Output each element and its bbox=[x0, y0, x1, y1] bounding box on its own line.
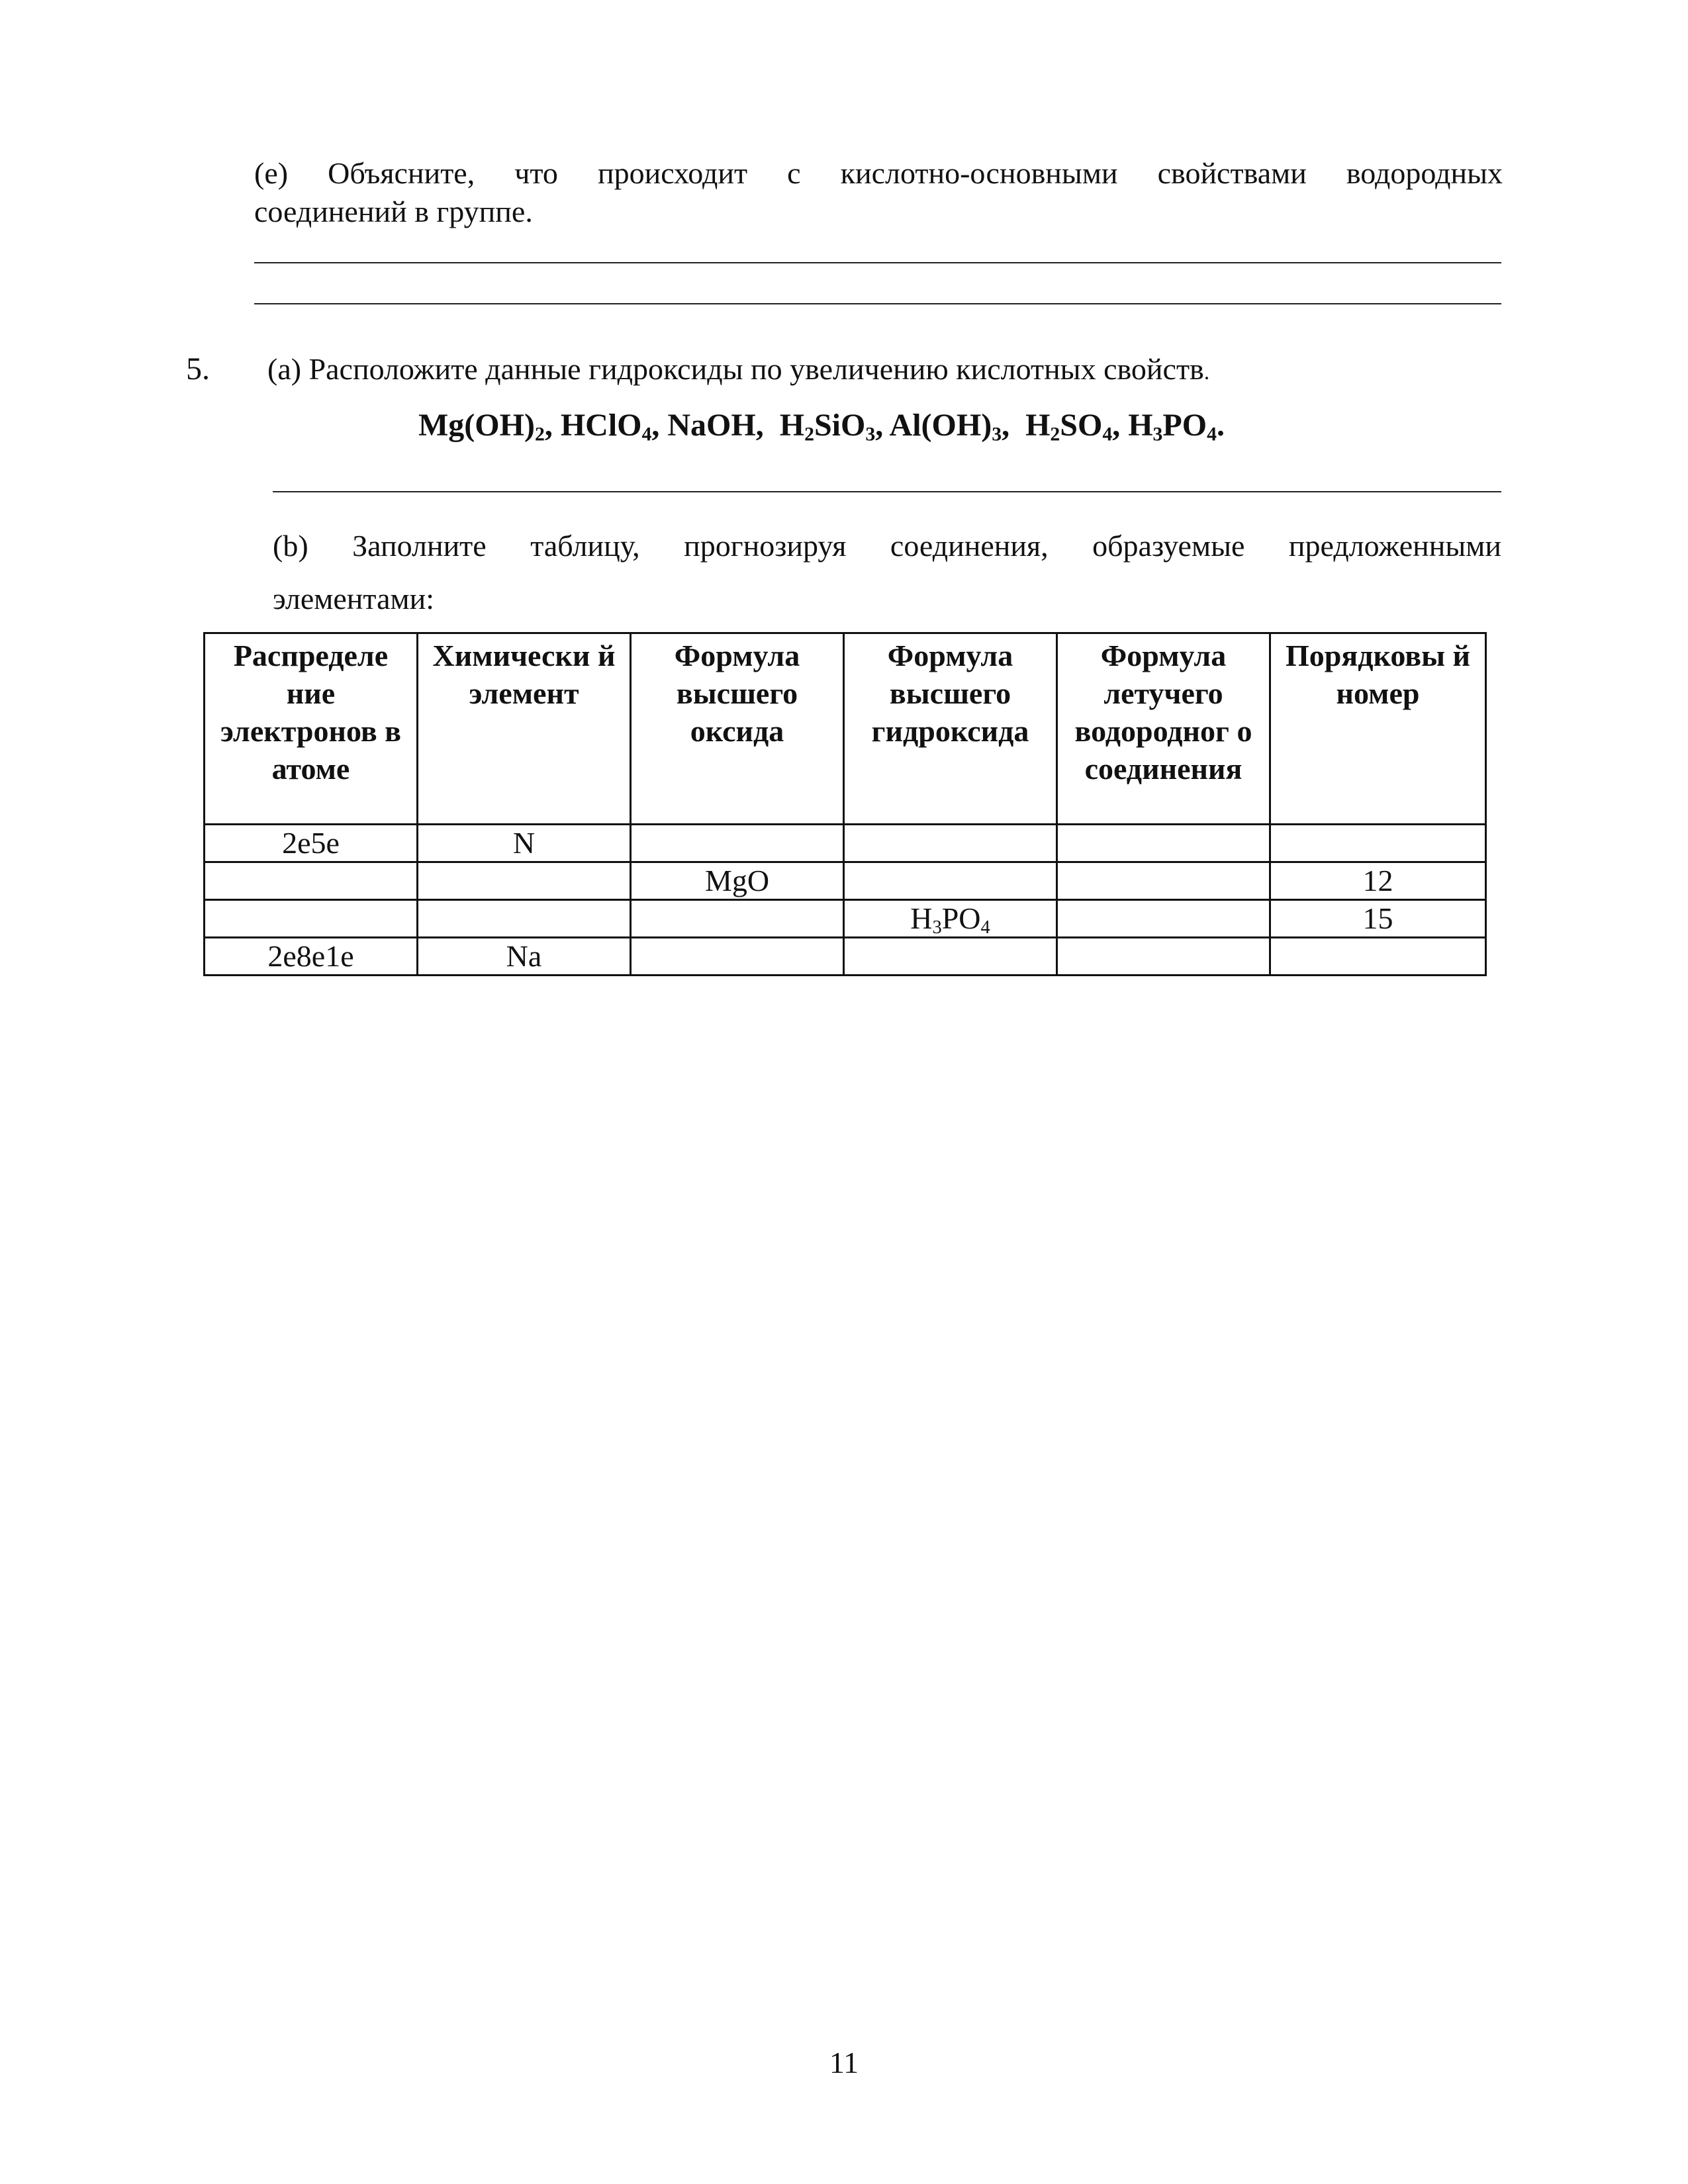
cell-element[interactable]: Na bbox=[418, 938, 631, 976]
cell-atomic-number[interactable]: 12 bbox=[1270, 862, 1486, 900]
table-header-row bbox=[205, 633, 1486, 825]
header-chemical-element: Химически й элемент bbox=[418, 633, 631, 825]
question-e bbox=[254, 154, 1503, 231]
cell-distribution[interactable]: 2е8е1е bbox=[205, 938, 418, 976]
answer-line[interactable] bbox=[254, 262, 1501, 263]
question-5b-line-2: элементами: bbox=[273, 582, 435, 615]
cell-hydroxide[interactable]: $H_3PO_4$ bbox=[844, 900, 1057, 938]
header-higher-hydroxide: Формула высшего гидроксида bbox=[844, 633, 1057, 825]
header-atomic-number: Порядковы й номер bbox=[1270, 633, 1486, 825]
formula-h2sio3: $H_2SiO_3$, bbox=[779, 408, 890, 445]
cell-distribution[interactable]: 2е5е bbox=[205, 825, 418, 862]
cell-atomic-number[interactable] bbox=[1270, 825, 1486, 862]
cell-element[interactable] bbox=[418, 862, 631, 900]
hydroxide-formula-list bbox=[418, 406, 1225, 445]
element-table bbox=[203, 632, 1487, 976]
question-5b-line-1: (b) Заполните таблицу, прогнозируя соединения, образуемые предложенными bbox=[273, 529, 1501, 563]
table-row bbox=[205, 938, 1486, 976]
question-e-line-1: (e) Объясните, что происходит с кислотно-основными свойствами водородных bbox=[254, 156, 1503, 190]
page-number: 11 bbox=[829, 2046, 859, 2079]
cell-distribution[interactable] bbox=[205, 862, 418, 900]
cell-oxide[interactable] bbox=[631, 825, 844, 862]
question-e-line-2: соединений в группе. bbox=[254, 195, 533, 228]
cell-hydrogen-compound[interactable] bbox=[1057, 938, 1270, 976]
cell-hydrogen-compound[interactable] bbox=[1057, 862, 1270, 900]
cell-hydrogen-compound[interactable] bbox=[1057, 900, 1270, 938]
question-5a-text bbox=[267, 351, 1209, 391]
cell-oxide[interactable] bbox=[631, 938, 844, 976]
header-electron-distribution: Распределе ние электронов в атоме bbox=[205, 633, 418, 825]
header-volatile-hydrogen-compound: Формула летучего водородног о соединения bbox=[1057, 633, 1270, 825]
cell-hydroxide[interactable] bbox=[844, 825, 1057, 862]
cell-atomic-number[interactable] bbox=[1270, 938, 1486, 976]
formula-hclo4: HClO$_4$, bbox=[560, 408, 668, 445]
formula-h3po4: $H_3PO_4$. bbox=[1128, 408, 1225, 445]
cell-hydrogen-compound[interactable] bbox=[1057, 825, 1270, 862]
question-5a-period: . bbox=[1203, 360, 1210, 385]
answer-line[interactable] bbox=[273, 491, 1501, 492]
header-higher-oxide: Формула высшего оксида bbox=[631, 633, 844, 825]
formula-naoh: NaOH, bbox=[667, 408, 780, 443]
question-5a-label: (a) Расположите данные гидроксиды по увеличению кислотных свойств bbox=[267, 352, 1204, 386]
cell-element[interactable]: N bbox=[418, 825, 631, 862]
cell-hydroxide[interactable] bbox=[844, 938, 1057, 976]
cell-atomic-number[interactable]: 15 bbox=[1270, 900, 1486, 938]
table-row bbox=[205, 825, 1486, 862]
table-row bbox=[205, 900, 1486, 938]
formula-al-oh-3: $Al(OH)_3$, bbox=[889, 408, 1026, 445]
cell-element[interactable] bbox=[418, 900, 631, 938]
cell-hydroxide[interactable] bbox=[844, 862, 1057, 900]
formula-mg-oh-2: $Mg(OH)_2$, bbox=[418, 408, 561, 445]
answer-line[interactable] bbox=[254, 303, 1501, 304]
question-5b bbox=[273, 520, 1501, 625]
table-row bbox=[205, 862, 1486, 900]
cell-oxide[interactable] bbox=[631, 900, 844, 938]
formula-h2so4: $H_2SO_4$, bbox=[1025, 408, 1129, 445]
question-number: 5. bbox=[186, 351, 210, 387]
cell-oxide[interactable]: MgO bbox=[631, 862, 844, 900]
cell-distribution[interactable] bbox=[205, 900, 418, 938]
